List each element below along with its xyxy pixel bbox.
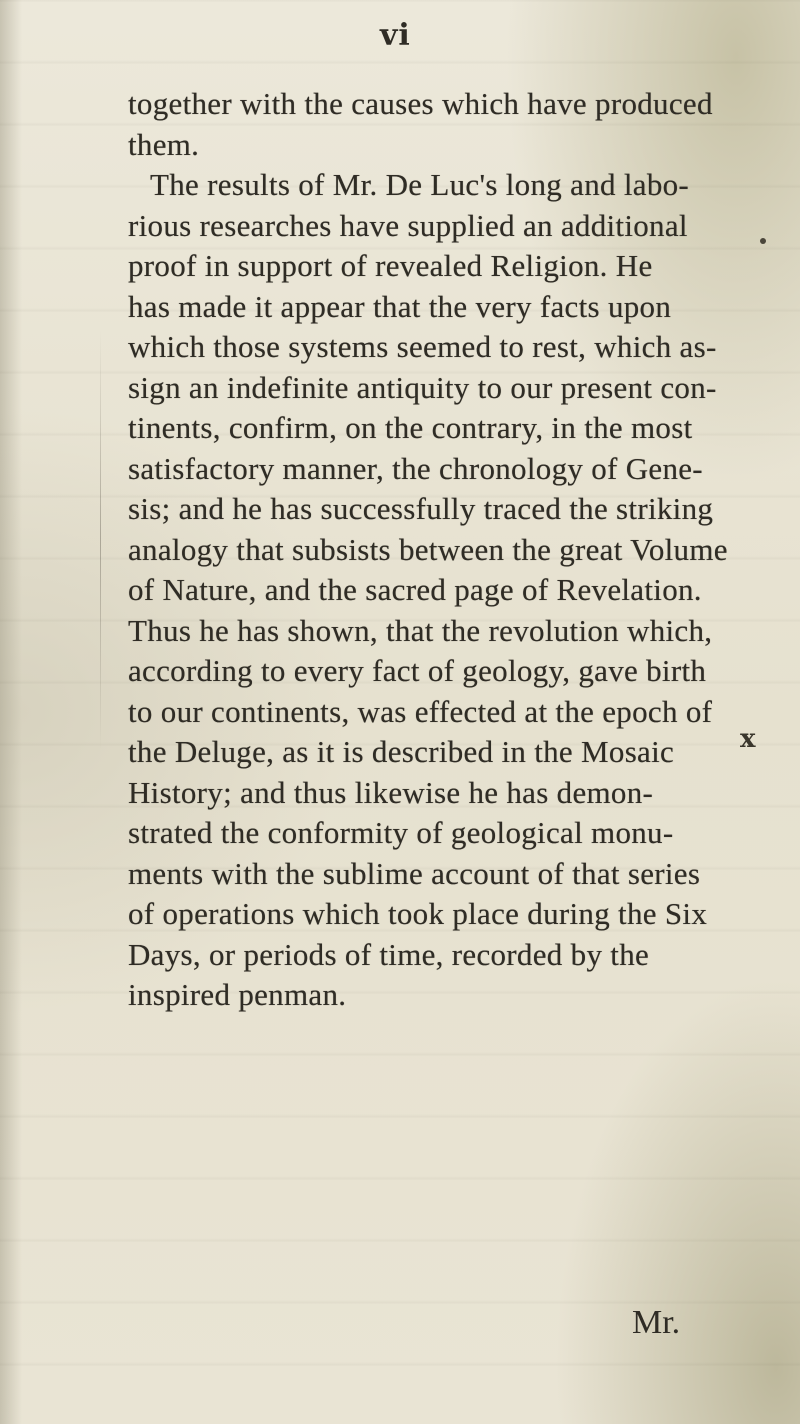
margin-ink-dot (760, 238, 766, 244)
text-line: sis; and he has successfully traced the striking (128, 491, 714, 526)
text-line: History; and thus likewise he has demon- (128, 774, 654, 810)
text-line: them. (128, 126, 200, 162)
text-line: of operations which took place during the Six (128, 896, 708, 931)
text-line: of Nature, and the sacred page of Revelation. (128, 572, 702, 607)
text-line: proof in support of revealed Religion. He (128, 248, 653, 283)
text-line: satisfactory manner, the chronology of Gene- (128, 450, 703, 486)
paragraph-start-line: The results of Mr. De Luc's long and labo- (150, 167, 690, 202)
text-line: tinents, confirm, on the contrary, in the most (128, 410, 693, 445)
catchword: Mr. (632, 1304, 681, 1341)
text-line: analogy that subsists between the great Volume (128, 531, 728, 567)
text-line: according to every fact of geology, gave birth (128, 653, 707, 688)
text-line: Thus he has shown, that the revolution which, (128, 612, 713, 648)
text-line: sign an indefinite antiquity to our present con- (128, 369, 717, 405)
text-line: together with the causes which have produced (128, 86, 713, 121)
page-number: vi (380, 18, 411, 53)
body-text (128, 84, 728, 1016)
margin-pencil-line (100, 330, 101, 750)
margin-annotation-mark: x (740, 724, 756, 754)
text-line: strated the conformity of geological monu- (128, 815, 674, 850)
text-line: has made it appear that the very facts upon (128, 288, 672, 324)
text-line: inspired penman. (128, 977, 347, 1012)
text-line: which those systems seemed to rest, which as- (128, 329, 717, 364)
text-line: Days, or periods of time, recorded by the (128, 936, 650, 972)
text-line: ments with the sublime account of that series (128, 855, 701, 891)
text-line: rious researches have supplied an additional (128, 207, 688, 243)
text-line: the Deluge, as it is described in the Mosaic (128, 734, 675, 769)
text-line: to our continents, was effected at the epoch of (128, 693, 713, 729)
page-edge-shadow (0, 0, 22, 1424)
